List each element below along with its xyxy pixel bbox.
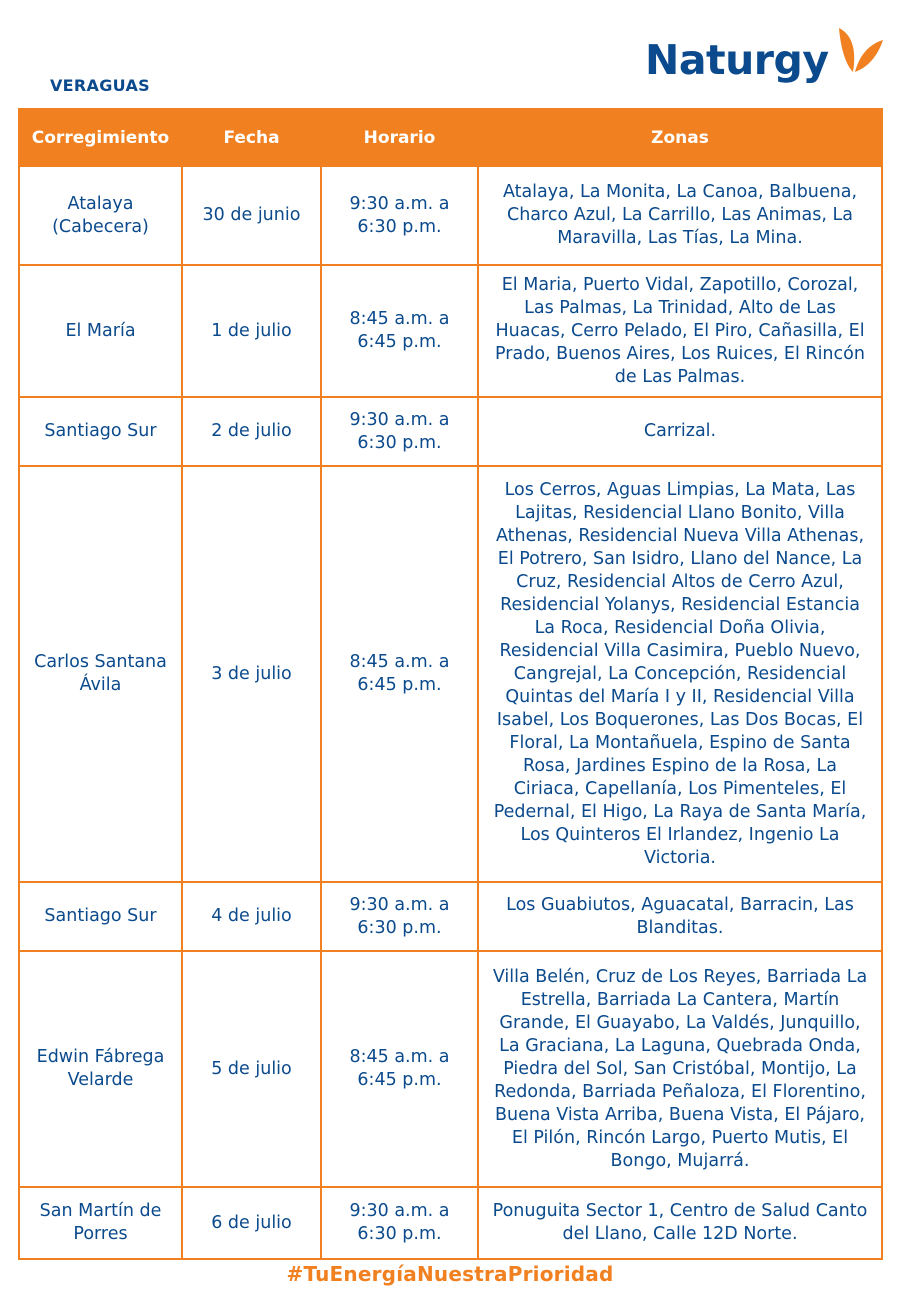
cell-horario: 9:30 a.m. a 6:30 p.m. — [321, 882, 478, 951]
cell-zonas: Los Guabiutos, Aguacatal, Barracin, Las Blanditas. — [478, 882, 882, 951]
cell-fecha: 1 de julio — [182, 265, 321, 397]
cell-fecha: 4 de julio — [182, 882, 321, 951]
cell-corregimiento: San Martín de Porres — [19, 1187, 182, 1259]
table-row — [19, 466, 882, 882]
table-header-row — [19, 110, 882, 167]
table-row — [19, 951, 882, 1187]
butterfly-icon — [837, 26, 885, 76]
table-row — [19, 166, 882, 265]
cell-corregimiento: Santiago Sur — [19, 397, 182, 466]
cell-zonas: Ponuguita Sector 1, Centro de Salud Canto del Llano, Calle 12D Norte. — [478, 1187, 882, 1259]
schedule-table — [18, 108, 883, 1260]
cell-horario: 9:30 a.m. a 6:30 p.m. — [321, 166, 478, 265]
region-title: VERAGUAS — [50, 76, 150, 95]
table-row — [19, 265, 882, 397]
cell-zonas: Atalaya, La Monita, La Canoa, Balbuena, Charco Azul, La Carrillo, Las Animas, La Maravilla, Las Tías, La Mina. — [478, 166, 882, 265]
cell-corregimiento: Edwin Fábrega Velarde — [19, 951, 182, 1187]
cell-horario: 8:45 a.m. a 6:45 p.m. — [321, 265, 478, 397]
cell-horario: 9:30 a.m. a 6:30 p.m. — [321, 397, 478, 466]
cell-fecha: 5 de julio — [182, 951, 321, 1187]
header-fecha: Fecha — [182, 110, 321, 167]
cell-fecha: 3 de julio — [182, 466, 321, 882]
cell-corregimiento: Atalaya (Cabecera) — [19, 166, 182, 265]
cell-zonas: Los Cerros, Aguas Limpias, La Mata, Las Lajitas, Residencial Llano Bonito, Villa Athenas, Residencial Nueva Villa Athenas, El Potrero, San Isidro, Llano del Nance, La Cruz, Residencial Altos de Cerro Azul, Residencial Yolanys, Residencial Estancia La Roca, Residencial Doña Olivia, Residencial Villa Casimira, Pueblo Nuevo, Cangrejal, La Concepción, Residencial Quintas del María I y II, Residencial Villa Isabel, Los Boquerones, Las Dos Bocas, El Floral, La Montañuela, Espino de Santa Rosa, Jardines Espino de la Rosa, La Ciriaca, Capellanía, Los Pimenteles, El Pedernal, El Higo, La Raya de Santa María, Los Quinteros El Irlandez, Ingenio La Victoria. — [478, 466, 882, 882]
cell-zonas: El Maria, Puerto Vidal, Zapotillo, Corozal, Las Palmas, La Trinidad, Alto de Las Huacas, Cerro Pelado, El Piro, Cañasilla, El Prado, Buenos Aires, Los Ruices, El Rincón de Las Palmas. — [478, 265, 882, 397]
cell-fecha: 30 de junio — [182, 166, 321, 265]
cell-horario: 8:45 a.m. a 6:45 p.m. — [321, 951, 478, 1187]
table-row — [19, 1187, 882, 1259]
cell-corregimiento: Carlos Santana Ávila — [19, 466, 182, 882]
header-horario: Horario — [321, 110, 478, 167]
header-zonas: Zonas — [478, 110, 882, 167]
cell-zonas: Carrizal. — [478, 397, 882, 466]
cell-zonas: Villa Belén, Cruz de Los Reyes, Barriada La Estrella, Barriada La Cantera, Martín Grande, El Guayabo, La Valdés, Junquillo, La Graciana, La Laguna, Quebrada Onda, Piedra del Sol, San Cristóbal, Montijo, La Redonda, Barriada Peñaloza, El Florentino, Buena Vista Arriba, Buena Vista, El Pájaro, El Pilón, Rincón Largo, Puerto Mutis, El Bongo, Mujarrá. — [478, 951, 882, 1187]
cell-fecha: 6 de julio — [182, 1187, 321, 1259]
header-corregimiento: Corregimiento — [19, 110, 182, 167]
brand-logo — [645, 26, 885, 96]
cell-fecha: 2 de julio — [182, 397, 321, 466]
cell-corregimiento: Santiago Sur — [19, 882, 182, 951]
table-row — [19, 397, 882, 466]
brand-name: Naturgy — [645, 36, 829, 84]
hashtag: #TuEnergíaNuestraPrioridad — [286, 1262, 614, 1286]
cell-corregimiento: El María — [19, 265, 182, 397]
cell-horario: 9:30 a.m. a 6:30 p.m. — [321, 1187, 478, 1259]
table-row — [19, 882, 882, 951]
cell-horario: 8:45 a.m. a 6:45 p.m. — [321, 466, 478, 882]
